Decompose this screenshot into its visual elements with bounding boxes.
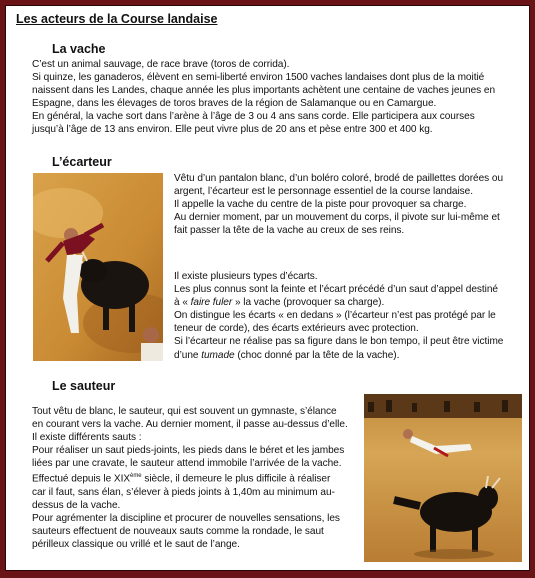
document-page: [5, 5, 530, 571]
ecarteur-line: Vêtu d’un pantalon blanc, d’un boléro coloré, brodé de paillettes dorées ou: [174, 173, 504, 184]
text-segment: » la vache (provoquer sa charge).: [234, 297, 385, 309]
sauteur-line: liées par une cravate, le sauteur attend immobile l’arrivée de la vache.: [32, 458, 342, 470]
sauteur-line: périlleux classique ou vrillé et le saut de l’ange.: [32, 539, 240, 551]
vache-line: jusqu’à l’âge de 13 ans environ. Elle peut vivre plus de 20 ans et pèse entre 300 et 400 kg.: [32, 124, 433, 136]
sauteur-line: Tout vêtu de blanc, le sauteur, qui est souvent un gymnaste, s’élance: [32, 406, 337, 417]
vache-paragraph: [32, 58, 526, 137]
photo-ecarteur: [33, 173, 163, 361]
ecarteur-line-tumade: [174, 349, 526, 362]
text-segment: Effectué depuis le XIX: [32, 473, 131, 485]
ecarteur-line: On distingue les écarts « en dedans » (l’écarteur n’est pas protégé par le: [174, 310, 496, 322]
sauteur-line-century: [32, 470, 360, 485]
ecarteur-line: Il existe plusieurs types d’écarts.: [174, 271, 318, 282]
photo-sauteur: [364, 394, 522, 562]
sauteur-line: dessus de la vache.: [32, 500, 121, 512]
vache-line: naissent dans les Landes, chaque année les plus importants achètent une centaine de vaches jeunes en: [32, 85, 496, 97]
vache-line: C’est un animal sauvage, de race brave (toros de corrida).: [32, 59, 290, 70]
sauteur-paragraph: [32, 405, 360, 551]
heading-ecarteur: L’écarteur: [52, 155, 112, 169]
heading-vache: La vache: [52, 42, 106, 56]
document-title: Les acteurs de la Course landaise: [16, 12, 218, 26]
sauteur-line: Il existe différents sauts :: [32, 432, 142, 444]
ecarteur-line: Les plus connus sont la feinte et l’écart précédé d’un saut d’appel destiné: [174, 284, 498, 296]
text-segment: à «: [174, 297, 188, 309]
ecarteur-line: teneur de corde), des écarts extérieurs avec protection.: [174, 323, 419, 335]
sauteur-line: Pour agrémenter la discipline et procurer de nouvelles sensations, les: [32, 513, 340, 525]
ecarteur-line-faire: [174, 296, 526, 309]
text-segment: siècle, il demeure le plus difficile à réaliser: [141, 473, 331, 485]
ecarteur-paragraph-1: [174, 172, 526, 237]
ecarteur-line: fait passer la tête de la vache au creux de ses reins.: [174, 225, 405, 237]
text-segment: d’une: [174, 349, 199, 361]
text-superscript: ème: [130, 473, 142, 480]
text-italic: faire fuler: [190, 297, 233, 309]
sauteur-line: sauteurs effectuent de nouveaux sauts comme la rondade, le saut: [32, 526, 324, 538]
ecarteur-line: Si l’écarteur ne réalise pas sa figure dans le bon tempo, il peut être victime: [174, 336, 504, 348]
sauteur-line: en courant vers la vache. Au dernier moment, il passe au-dessus d’elle.: [32, 419, 348, 431]
vache-line: Espagne, dans les élevages de toros braves de la région de Salamanque ou en Camargue.: [32, 98, 437, 110]
ecarteur-paragraph-2: [174, 270, 526, 362]
sauteur-illustration: [364, 394, 522, 562]
sauteur-line: car il faut, sans élan, s’élever à pieds joints à 1,40m au minimum au-: [32, 486, 335, 498]
ecarteur-line: Il appelle la vache du centre de la piste pour provoquer sa charge.: [174, 199, 467, 211]
text-italic: tumade: [201, 349, 235, 361]
ecarteur-line: argent, l’écarteur est le personnage essentiel de la course landaise.: [174, 186, 473, 198]
sauteur-line: Pour réaliser un saut pieds-joints, les pieds dans le béret et les jambes: [32, 445, 345, 457]
text-segment: (choc donné par la tête de la vache).: [237, 349, 400, 361]
vache-line: En général, la vache sort dans l’arène à l’âge de 3 ou 4 ans sans corde. Elle participera aux courses: [32, 111, 475, 123]
vache-line: Si quinze, les ganaderos, élèvent en semi-liberté environ 1500 vaches landaises dont plus de la moitié: [32, 72, 485, 84]
heading-sauteur: Le sauteur: [52, 379, 116, 393]
ecarteur-illustration: [33, 173, 163, 361]
ecarteur-line: Au dernier moment, par un mouvement du corps, il pivote sur lui-même et: [174, 212, 500, 224]
